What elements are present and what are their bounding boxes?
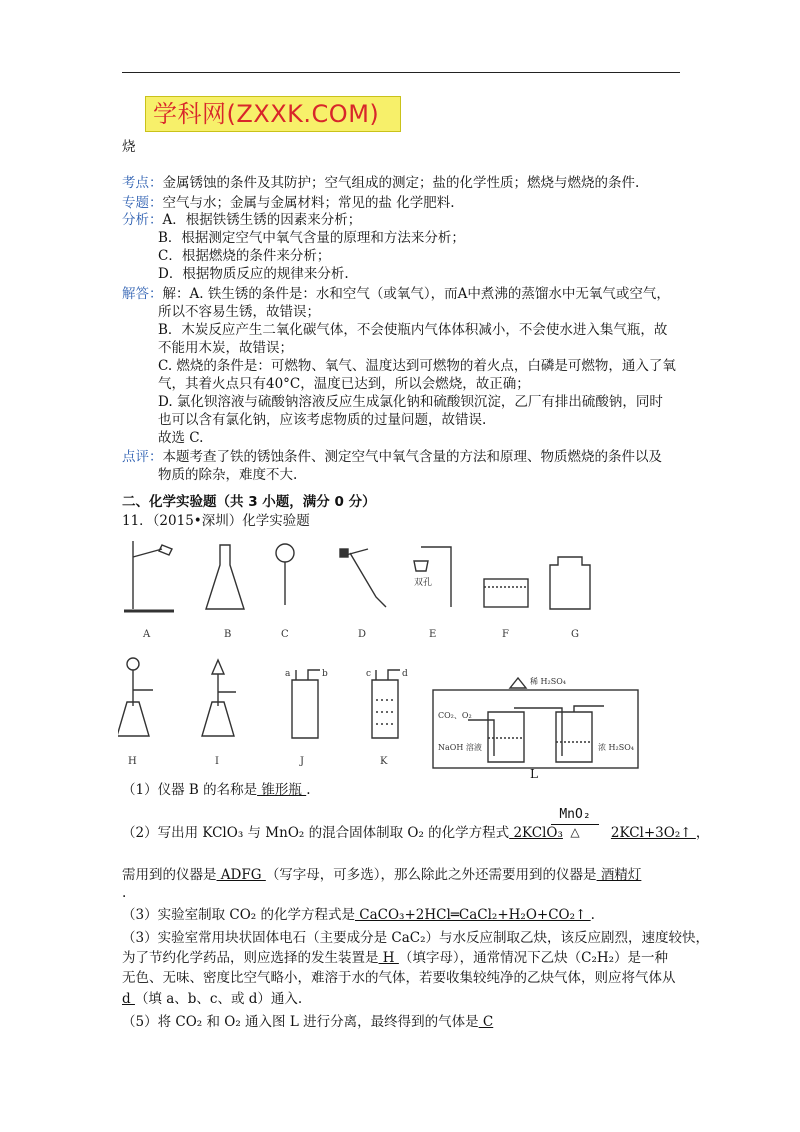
- q4-line-3: 无色、无味、密度比空气略小，难溶于水的气体，若要收集较纯净的乙炔气体，则应将气体从: [122, 970, 676, 986]
- q2-row: [122, 824, 709, 842]
- q5-answer: C: [478, 1014, 494, 1030]
- q3-answer: CaCO₃+2HCl═CaCl₂+H₂O+CO₂↑: [354, 907, 591, 923]
- jieda-row: [122, 285, 670, 303]
- jieda-label: 解答：: [122, 286, 163, 302]
- heat-symbol: △: [570, 825, 580, 839]
- dianping-line-2: 物质的除杂，难度不大.: [158, 467, 298, 483]
- apparatus-row-1: [118, 535, 678, 645]
- fenxi-line-2: B．根据测定空气中氧气含量的原理和方法来分析；: [158, 230, 465, 246]
- fig-label-B: B: [224, 629, 232, 640]
- q4-line-1: （3）实验室常用块状固体电石（主要成分是 CaC₂）与水反应制取乙炔，该反应剧烈，速度较快，: [122, 930, 709, 946]
- fig-gas-in-label: CO₂、O₂: [438, 711, 472, 720]
- q3-end: .: [590, 907, 595, 923]
- jieda-line-6: 气，其着火点只有40°C，温度已达到，所以会燃烧，故正确；: [158, 376, 530, 392]
- section-title: 二、化学实验题（共 3 小题，满分 0 分）: [122, 494, 376, 510]
- q4-answer-d: d: [122, 991, 135, 1007]
- top-rule: [122, 72, 680, 73]
- q4-answer-h: H: [378, 950, 399, 966]
- dianping-label: 点评：: [122, 449, 163, 465]
- q2b-answer-2: 酒精灯: [596, 867, 642, 883]
- jieda-line-1: 解：A. 铁生锈的条件是：水和空气（或氧气），而A中煮沸的蒸馏水中无氧气或空气，: [162, 286, 670, 302]
- zhuanti-text: 空气与水；金属与金属材料；常见的盐 化学肥料.: [162, 195, 455, 211]
- q5-prompt: （5）将 CO₂ 和 O₂ 通入图 L 进行分离，最终得到的气体是: [122, 1014, 479, 1030]
- q4-rest-2: （填字母），通常情况下乙炔（C₂H₂）是一种: [398, 950, 669, 966]
- jieda-line-9: 故选 C.: [158, 430, 204, 446]
- q1-row: [122, 781, 310, 799]
- q4-rest-4: （填 a、b、c、或 d）通入.: [134, 991, 303, 1007]
- fig-label-G: G: [571, 629, 579, 640]
- fig-acid-label: 稀 H₂SO₄: [530, 677, 566, 686]
- q4-row-2: [122, 949, 668, 967]
- fig-conc-label: 浓 H₂SO₄: [598, 743, 634, 752]
- q3-row: [122, 906, 595, 924]
- jieda-line-7: D. 氯化钡溶液与硫酸钠溶液反应生成氯化钠和硫酸钡沉淀，乙厂有排出硫酸钠，同时: [158, 394, 663, 410]
- fig-label-L: L: [530, 767, 538, 780]
- q2-answer-left: 2KClO₃: [509, 825, 563, 841]
- fenxi-line-4: D．根据物质反应的规律来分析.: [158, 266, 349, 282]
- dianping-line-1: 本题考查了铁的锈蚀条件、测定空气中氧气含量的方法和原理、物质燃烧的条件以及: [162, 449, 662, 465]
- fig-label-A: A: [143, 629, 151, 640]
- jieda-line-8: 也可以含有氯化钠，应该考虑物质的过量问题，故错误.: [158, 412, 487, 428]
- q2c-dot: .: [122, 885, 127, 901]
- jieda-line-4: 不能用木炭，故错误；: [158, 340, 293, 356]
- q2-answer-right: 2KCl+3O₂↑: [610, 825, 696, 841]
- tail-character: 烧: [122, 139, 136, 155]
- fenxi-line-1: A．根据铁锈生锈的因素来分析；: [162, 212, 362, 228]
- fig-label-F: F: [502, 629, 509, 640]
- fig-label-D: D: [358, 629, 367, 640]
- q1-prompt: （1）仪器 B 的名称是: [122, 782, 258, 798]
- q2-prompt: （2）写出用 KClO₃ 与 MnO₂ 的混合固体制取 O₂ 的化学方程式: [122, 825, 510, 841]
- fig-label-K: K: [380, 756, 388, 767]
- kaodian-label: 考点：: [122, 175, 163, 191]
- fig-label-I: I: [215, 756, 219, 767]
- fig-naoh-label: NaOH 溶液: [438, 743, 482, 752]
- q3-prompt: （3）实验室制取 CO₂ 的化学方程式是: [122, 907, 355, 923]
- fenxi-row: [122, 211, 361, 229]
- fenxi-line-3: C．根据燃烧的条件来分析；: [158, 248, 331, 264]
- q2b-row: [122, 866, 641, 884]
- kaodian-row: [122, 174, 639, 192]
- fenxi-label: 分析：: [122, 212, 163, 228]
- fig-d-label: d: [402, 669, 408, 679]
- jieda-line-3: B．木炭反应产生二氧化碳气体，不会使瓶内气体体积减小，不会使水进入集气瓶，故: [158, 322, 668, 338]
- q4-row-4: [122, 990, 302, 1008]
- apparatus-row-2: [118, 650, 678, 780]
- q2b-answer: ADFG: [216, 867, 266, 883]
- fig-label-J: J: [300, 756, 305, 767]
- q2b-mid: （写字母，可多选），那么除此之外还需要用到的仪器是: [265, 867, 597, 883]
- question-11-title: 11．（2015•深圳）化学实验题: [122, 513, 310, 529]
- fig-c-label: c: [366, 669, 372, 679]
- zhuanti-row: [122, 194, 455, 212]
- fig-label-C: C: [281, 629, 289, 640]
- q2b-prompt: 需用到的仪器是: [122, 867, 217, 883]
- jieda-line-5: C. 燃烧的条件是：可燃物、氧气、温度达到可燃物的着火点，白磷是可燃物，通入了氧: [158, 358, 676, 374]
- watermark-logo: 学科网(ZXXK.COM): [145, 96, 401, 132]
- fig-label-E: E: [429, 629, 437, 640]
- q5-row: [122, 1013, 493, 1031]
- q1-answer: 锥形瓶: [257, 782, 307, 798]
- fig-label-H: H: [128, 756, 137, 767]
- jieda-line-2: 所以不容易生锈，故错误；: [158, 304, 320, 320]
- dianping-row: [122, 448, 662, 466]
- fig-a-label: a: [285, 669, 291, 679]
- fig-b-label: b: [322, 669, 328, 679]
- q1-end: .: [306, 782, 311, 798]
- fig-hole-label: 双孔: [414, 578, 433, 588]
- catalyst-label: MnO₂: [559, 807, 591, 822]
- zhuanti-label: 专题：: [122, 195, 163, 211]
- q4-prompt-2: 为了节约化学药品，则应选择的发生装置是: [122, 950, 379, 966]
- q2-end: ，: [695, 825, 710, 841]
- kaodian-text: 金属锈蚀的条件及其防护；空气组成的测定；盐的化学性质；燃烧与燃烧的条件.: [162, 175, 640, 191]
